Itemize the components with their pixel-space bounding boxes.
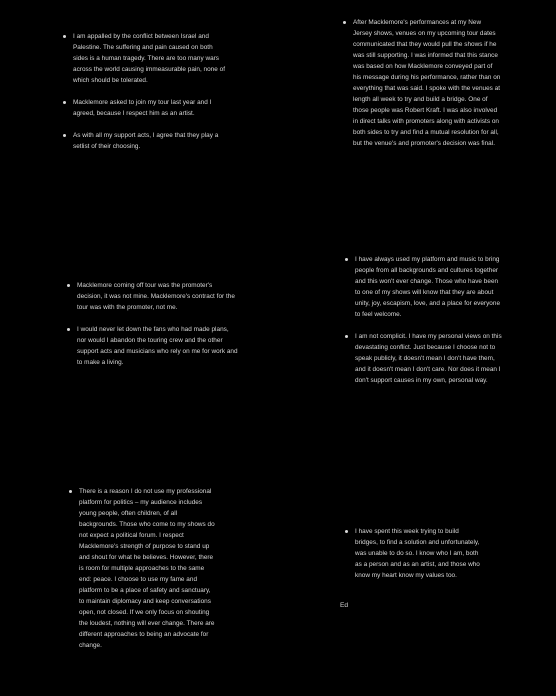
bullet-item <box>343 17 501 149</box>
statement-panel-1 <box>63 31 225 163</box>
bullet-dot-icon <box>343 21 346 24</box>
bullet-text: There is a reason I do not use my professional platform for politics – my audience includes young people, often children, of all backgrounds. Those who come to my shows do not expect a political forum. I respect Macklemore's strength of purpose to stand up and shout for what he believes. However, there is room for multiple approaches to the same end: peace. I choose to use my fame and platform to be a place of safety and sanctuary, to maintain diplomacy and keep conversations open, not closed. If we only focus on shouting the loudest, nothing will ever change. There are different approaches to being an advocate for change. <box>79 488 215 649</box>
signature: Ed <box>340 602 349 609</box>
bullet-text: I am appalled by the conflict between Israel and Palestine. The suffering and pain caused on both sides is a human tragedy. There are too many wars across the world causing immeasurable pain, none of which should be tolerated. <box>73 33 225 84</box>
statement-panel-6 <box>345 526 481 592</box>
bullet-item <box>69 486 217 651</box>
bullet-item <box>67 324 239 368</box>
bullet-text: I have spent this week trying to build bridges, to find a solution and unfortunately, was unable to do so. I know who I am, both as a person and as an artist, and those who know my heart know my values too. <box>355 528 480 579</box>
bullet-dot-icon <box>63 134 66 137</box>
bullet-list <box>345 526 481 581</box>
statement-panel-3 <box>67 280 239 379</box>
bullet-text: Macklemore asked to join my tour last year and I agreed, because I respect him as an artist. <box>73 99 212 117</box>
bullet-text: I would never let down the fans who had made plans, nor would I abandon the touring crew and the other support acts and musicians who rely on me for work and to make a living. <box>77 326 238 366</box>
bullet-text: Macklemore coming off tour was the promoter's decision, it was not mine. Macklemore's contract for the tour was with the promoter, not me. <box>77 282 235 311</box>
bullet-list <box>63 31 225 152</box>
bullet-item <box>63 130 225 152</box>
bullet-dot-icon <box>67 284 70 287</box>
bullet-item <box>63 31 225 86</box>
bullet-dot-icon <box>345 335 348 338</box>
bullet-text: I have always used my platform and music to bring people from all backgrounds and cultures together and this won't ever change. Those who have been to one of my shows will know that they are about unity, joy, escapism, love, and a place for everyone to feel welcome. <box>355 256 501 318</box>
statement-panel-5 <box>69 486 217 662</box>
bullet-dot-icon <box>345 258 348 261</box>
bullet-list <box>69 486 217 651</box>
bullet-dot-icon <box>345 530 348 533</box>
statement-panel-2 <box>343 17 501 160</box>
bullet-dot-icon <box>69 490 72 493</box>
bullet-item <box>67 280 239 313</box>
bullet-item <box>63 97 225 119</box>
statement-panel-4 <box>345 254 503 397</box>
bullet-text: I am not complicit. I have my personal views on this devastating conflict. Just because I choose not to speak publicly, it doesn't mean I don't have them, and it doesn't mean I don't care. Nor does it mean I don't support causes in my own, personal way. <box>355 333 502 384</box>
bullet-list <box>345 254 503 386</box>
bullet-text: After Macklemore's performances at my New Jersey shows, venues on my upcoming tour dates communicated that they would pull the shows if he was still supporting. I was informed that this stance was based on how Macklemore conveyed part of his message during his performance, rather than on everything that was said. I spoke with the venues at length all week to try and build a bridge. One of those people was Robert Kraft. I was also involved in direct talks with promoters along with activists on both sides to try and find a mutual resolution for all, but the venue's and promoter's decision was final. <box>353 19 501 147</box>
bullet-item <box>345 331 503 386</box>
bullet-text: As with all my support acts, I agree that they play a setlist of their choosing. <box>73 132 219 150</box>
bullet-dot-icon <box>63 101 66 104</box>
bullet-list <box>343 17 501 149</box>
bullet-dot-icon <box>63 35 66 38</box>
bullet-dot-icon <box>67 328 70 331</box>
bullet-list <box>67 280 239 368</box>
bullet-item <box>345 526 481 581</box>
bullet-item <box>345 254 503 320</box>
